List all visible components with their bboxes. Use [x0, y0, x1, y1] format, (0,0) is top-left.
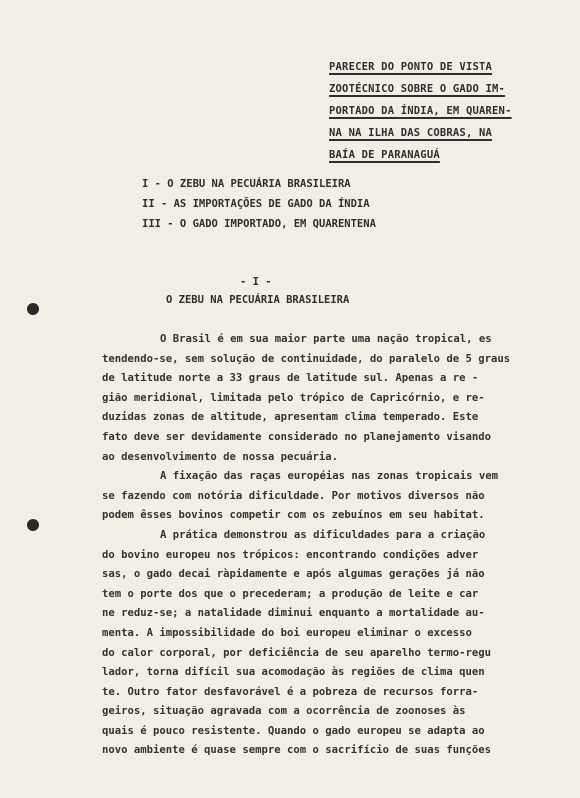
text-line: menta. A impossibilidade do boi europeu eliminar o excesso	[102, 626, 472, 639]
table-of-contents	[142, 174, 376, 234]
text-line: ne reduz-se; a natalidade diminui enquanto a mortalidade au-	[102, 607, 485, 620]
text-line: do bovino europeu nos trópicos: encontrando condições adver	[102, 548, 479, 561]
toc-item: II - AS IMPORTAÇÕES DE GADO DA ÍNDIA	[142, 198, 370, 210]
text-line: A prática demonstrou as dificuldades para a criação	[160, 528, 486, 541]
heading-line: ZOOTÉCNICO SOBRE O GADO IM-	[329, 83, 506, 95]
text-line: fato deve ser devidamente considerado no planejamento visando	[102, 430, 492, 443]
text-line: ao desenvolvimento de nossa pecuária.	[102, 450, 338, 463]
body-text	[102, 330, 562, 761]
text-line: podem êsses bovinos competir com os zebuínos em seu habitat.	[102, 509, 485, 522]
text-line: lador, torna difícil sua acomodação às regiões de clima quen	[102, 666, 485, 679]
text-line: do calor corporal, por deficiência de seu aparelho termo-regu	[102, 646, 492, 659]
text-line: quais é pouco resistente. Quando o gado europeu se adapta ao	[102, 724, 485, 737]
text-line: gião meridional, limitada pelo trópico de Capricórnio, e re-	[102, 391, 485, 404]
text-line: novo ambiente é quase sempre com o sacrifício de suas funções	[102, 744, 492, 757]
toc-item: I - O ZEBU NA PECUÁRIA BRASILEIRA	[142, 178, 351, 190]
text-line: O Brasil é em sua maior parte uma nação tropical, es	[160, 333, 492, 345]
section-title: O ZEBU NA PECUÁRIA BRASILEIRA	[166, 294, 350, 306]
punch-hole-top	[27, 303, 39, 315]
heading-line: PARECER DO PONTO DE VISTA	[329, 61, 493, 73]
toc-item: III - O GADO IMPORTADO, EM QUARENTENA	[142, 218, 376, 230]
text-line: de latitude norte a 33 graus de latitude sul. Apenas a re -	[102, 372, 479, 385]
punch-hole-bottom	[27, 519, 39, 531]
text-line: geiros, situação agravada com a ocorrência de zoonoses às	[102, 705, 466, 718]
text-line: tendendo-se, sem solução de continuidade, do paralelo de 5 graus	[102, 352, 511, 365]
text-line: A fixação das raças européias nas zonas tropicais vem	[160, 470, 499, 483]
text-line: sas, o gado decai ràpidamente e após algumas gerações já não	[102, 568, 485, 581]
heading-line: NA NA ILHA DAS COBRAS, NA	[329, 127, 493, 139]
heading-line: PORTADO DA ÍNDIA, EM QUAREN-	[329, 105, 512, 117]
heading-line: BAÍA DE PARANAGUÁ	[329, 149, 440, 161]
text-line: tem o porte dos que o precederam; a produção de leite e car	[102, 587, 479, 600]
document-heading	[329, 56, 569, 166]
text-line: te. Outro fator desfavorável é a pobreza de recursos forra-	[102, 685, 479, 698]
text-line: duzidas zonas de altitude, apresentam clima temperado. Este	[102, 411, 479, 424]
text-line: se fazendo com notória dificuldade. Por motivos diversos não	[102, 489, 485, 502]
section-number: - I -	[240, 276, 272, 288]
